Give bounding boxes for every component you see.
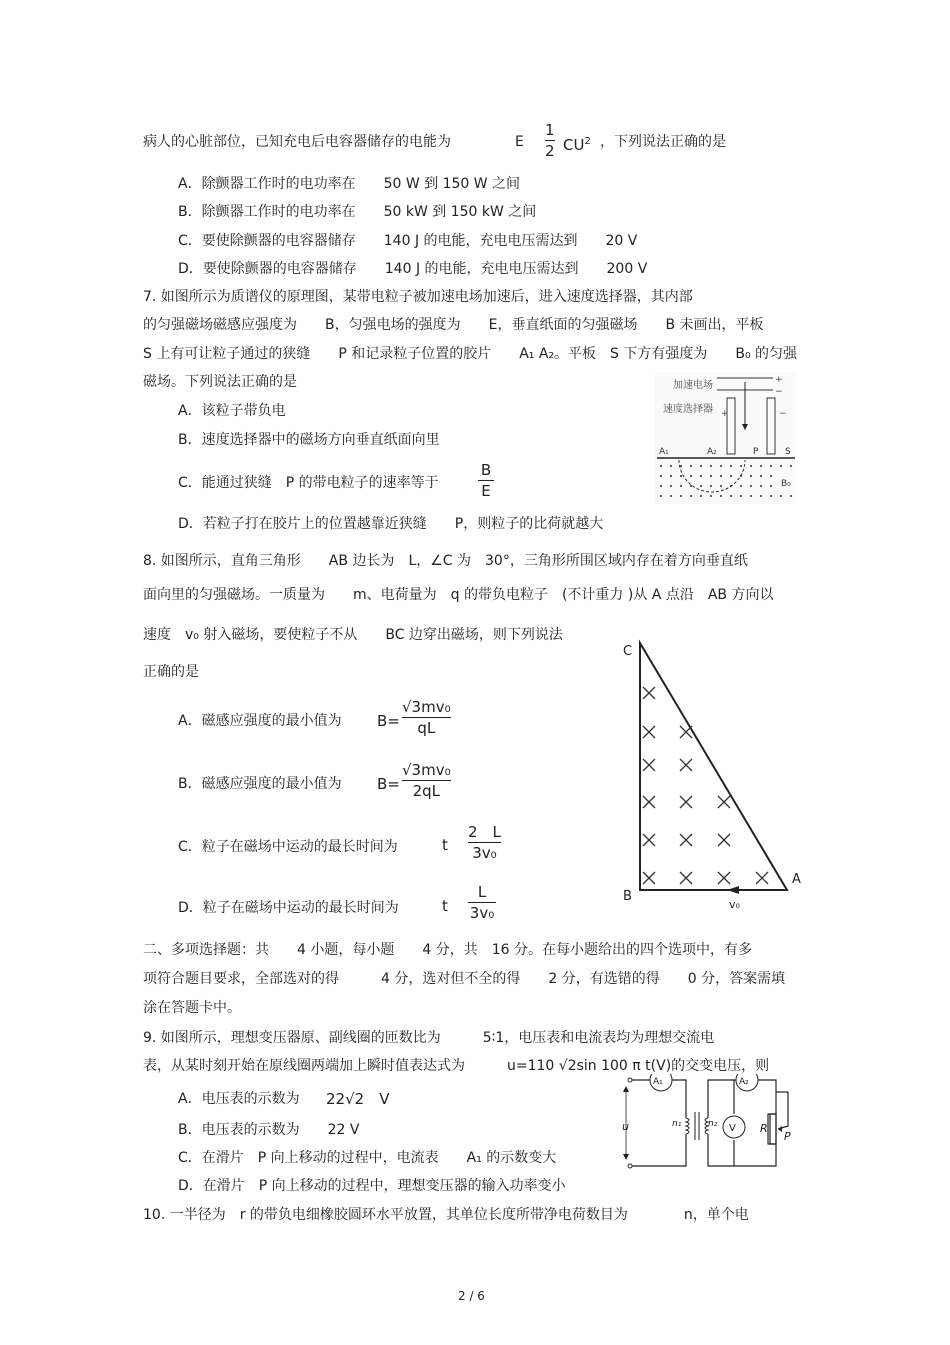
slider-p-label: P <box>784 1130 791 1143</box>
minus-sign-2: − <box>779 409 787 419</box>
plus-sign-2: + <box>721 409 729 419</box>
q8-option-b: B．磁感应强度的最小值为 <box>178 776 342 792</box>
plus-sign: + <box>775 375 783 385</box>
ammeter-a2-label: A₂ <box>739 1077 749 1087</box>
q6-stem: 病人的心脏部位，已知充电后电容器储存的电能为 <box>143 134 451 150</box>
vertex-c-label: C <box>623 644 633 659</box>
fraction-den: 2qL <box>412 782 441 800</box>
transformer-circuit-figure <box>620 1074 796 1170</box>
q8-line1: 8. 如图所示，直角三角形 AB 边长为 L，∠C 为 30°，三角形所围区域内存在着方向垂直纸 <box>143 553 748 569</box>
q8-line2: 面向里的匀强磁场。一质量为 m、电荷量为 q 的带负电粒子 (不计重力 )从 A 点沿 AB 方向以 <box>143 587 774 603</box>
q7-option-d: D．若粒子打在胶片上的位置越靠近狭缝 P，则粒子的比荷就越大 <box>178 516 604 532</box>
fraction-num: √3mv₀ <box>402 761 451 779</box>
field-cross-marks <box>643 687 768 884</box>
resistor-r-label: R <box>760 1122 768 1135</box>
q8-option-d: D．粒子在磁场中运动的最长时间为 <box>178 900 399 916</box>
label-s: S <box>785 447 791 457</box>
q8-option-d-t: t <box>442 897 448 915</box>
q8-option-a: A．磁感应强度的最小值为 <box>178 713 342 729</box>
triangle-field-figure <box>615 638 810 913</box>
fraction-num: B <box>480 461 492 479</box>
mass-spectrometer-figure <box>655 372 797 504</box>
q8-line3: 速度 v₀ 射入磁场，要使粒子不从 BC 边穿出磁场，则下列说法 <box>143 627 563 643</box>
q6-option-d: D．要使除颤器的电容器储存 140 J 的电能，充电电压需达到 200 V <box>178 261 648 277</box>
q9-line1: 9. 如图所示，理想变压器原、副线圈的匝数比为 5∶1，电压表和电流表均为理想交流电 <box>143 1030 715 1046</box>
q6-formula-e: E <box>515 134 524 150</box>
fraction-num: 2 L <box>468 823 501 841</box>
q6-option-a: A．除颤器工作时的电功率在 50 W 到 150 W 之间 <box>178 176 521 192</box>
q9-option-c: C．在滑片 P 向上移动的过程中，电流表 A₁ 的示数变大 <box>178 1150 557 1166</box>
q10-line1: 10. 一半径为 r 的带负电细橡胶圆环水平放置，其单位长度所带净电荷数目为 n，单个电 <box>143 1207 749 1223</box>
q7-option-b: B．速度选择器中的磁场方向垂直纸面向里 <box>178 432 440 448</box>
q7-line3: S 上有可让粒子通过的狭缝 P 和记录粒子位置的胶片 A₁ A₂。平板 S 下方有强度为 B₀ 的匀强 <box>143 346 798 362</box>
q8-option-c-fraction <box>468 822 501 863</box>
q7-line1: 7. 如图所示为质谱仪的原理图，某带电粒子被加速电场加速后，进入速度选择器，其内部 <box>143 289 693 305</box>
q9-option-d: D．在滑片 P 向上移动的过程中，理想变压器的输入功率变小 <box>178 1178 566 1194</box>
q7-option-c: C．能通过狭缝 P 的带电粒子的速率等于 <box>178 475 439 491</box>
label-p: P <box>753 447 759 457</box>
q8-option-a-lhs: B= <box>377 712 400 730</box>
q8-option-d-fraction <box>468 882 496 923</box>
ammeter-a1-label: A₁ <box>653 1077 663 1087</box>
q6-stem-end: ，下列说法正确的是 <box>600 134 726 150</box>
q8-option-c-t: t <box>442 836 448 854</box>
q8-option-c: C．粒子在磁场中运动的最长时间为 <box>178 839 398 855</box>
q8-option-b-lhs: B= <box>377 775 400 793</box>
label-b0: B₀ <box>781 479 791 489</box>
section2-line3: 涂在答题卡中。 <box>143 1000 241 1016</box>
q6-formula-cu: $CU^2$ <box>563 136 591 154</box>
q9-option-a-value: 22√2 V <box>326 1090 390 1108</box>
q8-option-a-fraction <box>402 697 451 738</box>
minus-sign: − <box>775 387 783 397</box>
q6-formula-fraction <box>545 120 555 161</box>
fraction-den: E <box>481 482 491 500</box>
fraction-num: √3mv₀ <box>402 698 451 716</box>
q6-fraction-num: 1 <box>545 121 555 139</box>
vertex-a-label: A <box>792 872 801 887</box>
n1-label: n₁ <box>672 1119 682 1129</box>
velocity-arrow-icon <box>727 886 739 894</box>
fraction-num: L <box>477 883 487 901</box>
q6-option-b: B．除颤器工作时的电功率在 50 kW 到 150 kW 之间 <box>178 204 537 220</box>
q8-option-b-fraction <box>402 760 451 801</box>
q8-line4: 正确的是 <box>143 664 199 680</box>
section2-line1: 二、多项选择题：共 4 小题，每小题 4 分，共 16 分。在每小题给出的四个选项中，有多 <box>143 942 752 958</box>
q6-fraction-den: 2 <box>545 142 555 160</box>
fraction-den: 3v₀ <box>472 844 497 862</box>
page-number: 2 / 6 <box>458 1289 485 1303</box>
voltage-u-label: u <box>622 1120 629 1133</box>
velocity-label: v₀ <box>729 898 740 911</box>
section2-line2: 项符合题目要求，全部选对的得 4 分，选对但不全的得 2 分，有选错的得 0 分，答案需填 <box>143 971 786 987</box>
q7-line2: 的匀强磁场磁感应强度为 B，匀强电场的强度为 E，垂直纸面的匀强磁场 B 未画出，平板 <box>143 317 764 333</box>
voltmeter-label: V <box>729 1123 736 1134</box>
q9-option-a: A．电压表的示数为 <box>178 1091 300 1107</box>
q6-option-c: C．要使除颤器的电容器储存 140 J 的电能，充电电压需达到 20 V <box>178 233 638 249</box>
q7-line4: 磁场。下列说法正确的是 <box>143 374 297 390</box>
slider-arrow-icon <box>778 1126 782 1132</box>
n2-label: n₂ <box>708 1119 718 1129</box>
fraction-den: qL <box>417 719 436 737</box>
q9-line2: 表，从某时刻开始在原线圈两端加上瞬时值表达式为 u=110 √2sin 100 π t(V)的交变电压，则 <box>143 1058 770 1074</box>
selector-label: 速度选择器 <box>663 404 713 415</box>
accel-field-label: 加速电场 <box>673 380 713 391</box>
label-a2: A₂ <box>707 447 717 457</box>
q7-option-a: A．该粒子带负电 <box>178 403 286 419</box>
vertex-b-label: B <box>623 889 632 904</box>
q7-option-c-fraction <box>478 460 494 501</box>
label-a1: A₁ <box>659 447 669 457</box>
fraction-den: 3v₀ <box>469 904 495 922</box>
q9-option-b: B．电压表的示数为 22 V <box>178 1122 360 1138</box>
